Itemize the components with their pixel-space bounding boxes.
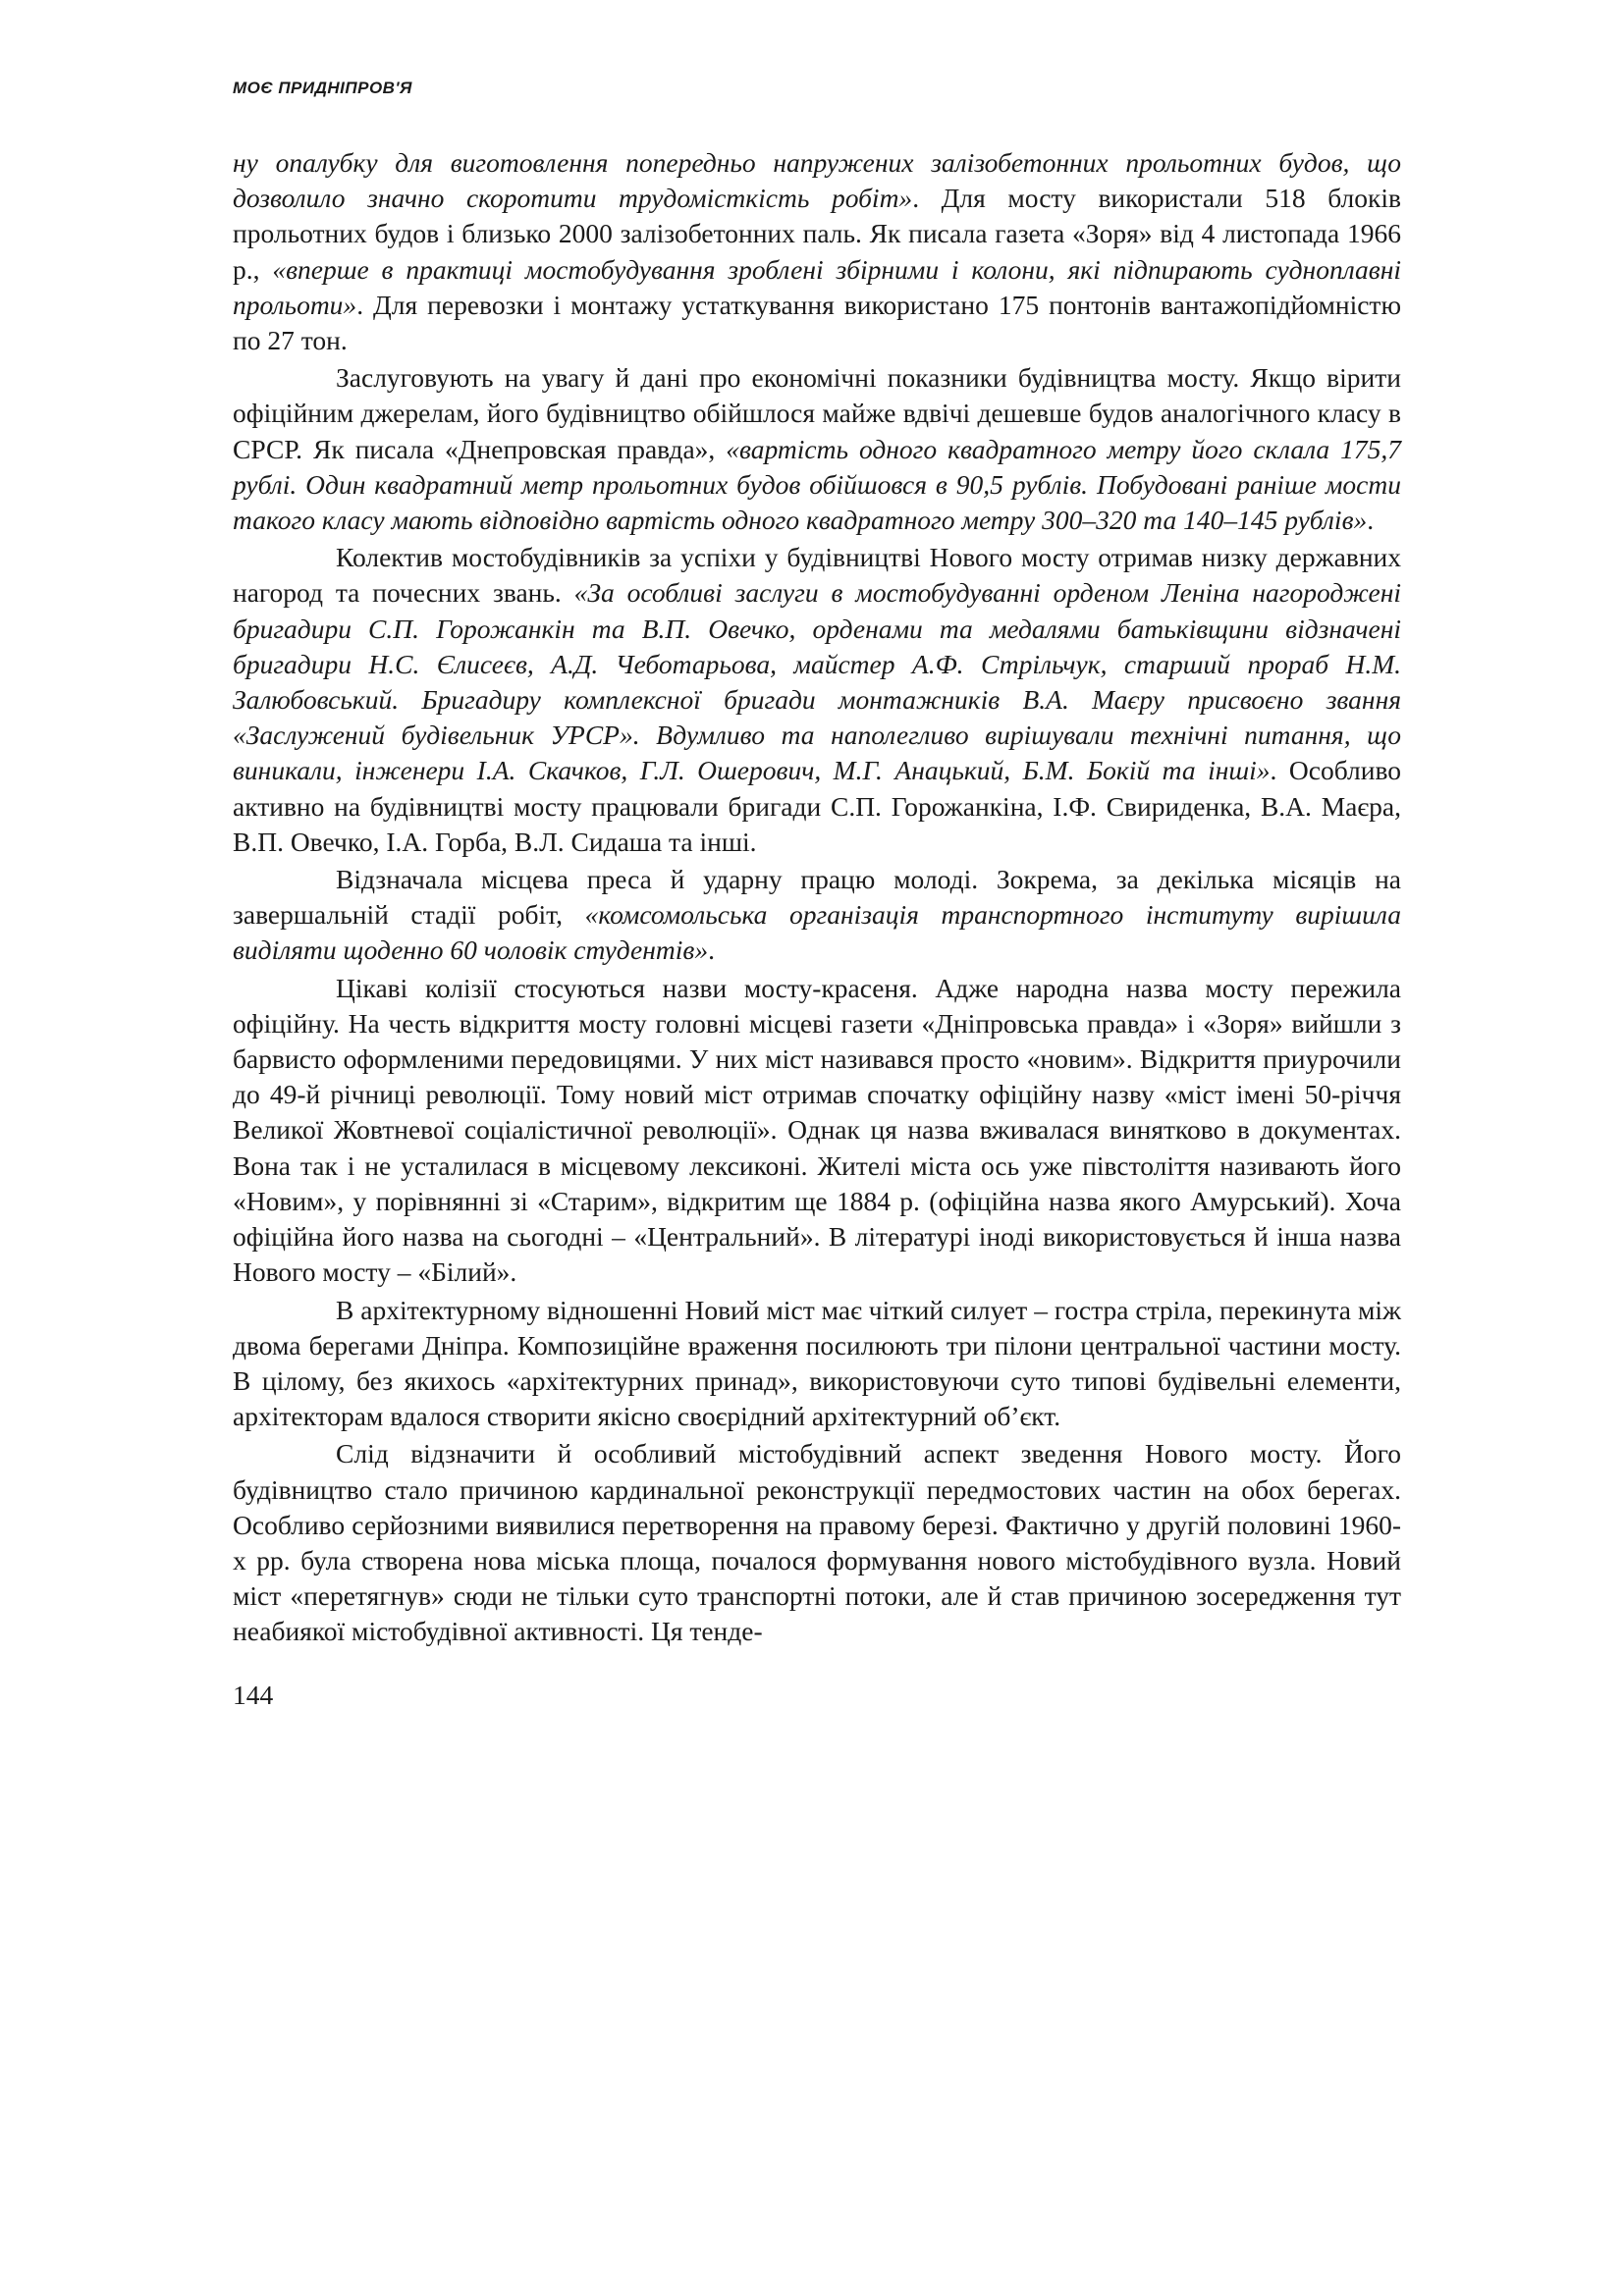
paragraph-text: . Особливо активно на будівництві мосту працювали бригади С.П. Горожанкіна, І.Ф. Свириденка, В.А. Маєра, В.П. Овечко, І.А. Горба, В.Л. Сидаша та інші. [233,755,1402,857]
paragraph [233,540,1401,860]
page-number: 144 [233,1680,274,1710]
quoted-text: ну опалубку для виготовлення попередньо напружених залізобетонних прольотних будов, що дозволило значно скоротити трудомісткість робіт» [233,147,1401,214]
running-header: МОЄ ПРИДНІПРОВ'Я [233,79,412,97]
quoted-text: «За особливі заслуги в мостобудуванні орденом Леніна нагороджені бригадири С.П. Горожанкін та В.П. Овечко, орденами та медалями батьківщини відзначені бригадири Н.С. Єлисеєв, А.Д. Чеботарьова, майстер А.Ф. Стрільчук, старший прораб Н.М. Залюбовський. Бригадиру комплексної бригади монтажників В.А. Маєру присвоєно звання «Заслужений будівельник УРСР». Вдумливо та наполегливо вирішували технічні питання, що виникали, інженери І.А. Скачков, Г.Л. Ошерович, М.Г. Анацький, Б.М. Бокій та інші» [233,577,1401,786]
paragraph-text: В архітектурному відношенні Новий міст має чіткий силует – гостра стріла, перекинута між двома берегами Дніпра. Композиційне враження посилюють три пілони центральної частини мосту. В цілому, без якихось «архітектурних принад», використовуючи суто типові будівельні елементи, архітекторам вдалося створити якісно своєрідний архітектурний об’єкт. [233,1294,1401,1432]
paragraph [233,862,1401,969]
quoted-text: «вартість одного квадратного метру його склала 175,7 рублі. Один квадратний метр прольотних будов обійшовся в 90,5 рублів. Побудовані раніше мости такого класу мають відповідно вартість одного квадратного метру 300–320 та 140–145 рублів» [233,433,1401,536]
paragraph [233,145,1401,358]
paragraph [233,1293,1401,1435]
paragraph [233,971,1401,1291]
paragraph-text: . Для мосту використали 518 блоків прольотних будов і близько 2000 залізобетонних паль. Як писала газета «Зоря» від 4 листопада 1966 р., [233,183,1401,285]
quoted-text: «комсомольська організація транспортного інституту вирішила виділяти щоденно 60 чоловік студентів» [233,899,1402,966]
paragraph [233,1436,1401,1649]
paragraph-text: Слід відзначити й особливий містобудівний аспект зведення Нового мосту. Його будівництво стало причиною кардинальної реконструкції передмостових частин на обох берегах. Особливо серйозними виявилися перетворення на правому березі. Фактично у другій половині 1960-х рр. була створена нова міська площа, почалося формування нового містобудівного вузла. Новий міст «перетягнув» сюди не тільки суто транспортні потоки, але й став причиною зосередження тут неабиякої містобудівної активності. Ця тенде- [233,1438,1401,1647]
paragraph-text: . Для перевозки і монтажу устаткування використано 175 понтонів вантажопідйомністю по 27 тон. [233,289,1401,356]
paragraph-text: . [708,934,715,966]
paragraph [233,360,1401,538]
quoted-text: «вперше в практиці мостобудування зроблені збірними і колони, які підпирають судноплавні прольоти» [233,253,1401,320]
paragraph-text: Заслуговують на увагу й дані про економічні показники будівництва мосту. Якщо вірити офіційним джерелам, його будівництво обійшлося майже вдвічі дешевше будов аналогічного класу в СРСР. Як писала «Днепровская правда», [233,362,1401,464]
body-text [233,145,1401,1650]
paragraph-text: . [1367,505,1375,536]
paragraph-text: Цікаві колізії стосуються назви мосту-красеня. Адже народна назва мосту пережила офіційну. На честь відкриття мосту головні місцеві газети «Дніпровська правда» і «Зоря» вийшли з барвисто оформленими передовицями. У них міст називався просто «новим». Відкриття приурочили до 49-й річниці революції. Тому новий міст отримав спочатку офіційну назву «міст імені 50-річчя Великої Жовтневої соціалістичної революції». Однак ця назва вживалася винятково в документах. Вона так і не усталилася в місцевому лексиконі. Жителі міста ось уже півстоліття називають його «Новим», у порівнянні зі «Старим», відкритим ще 1884 р. (офіційна назва якого Амурський). Хоча офіційна його назва на сьогодні – «Центральний». В літературі іноді використовується й інша назва Нового мосту – «Білий». [233,972,1401,1288]
paragraph-text: Відзначала місцева преса й ударну працю молоді. Зокрема, за декілька місяців на завершальній стадії робіт, [233,864,1401,931]
paragraph-text: Колектив мостобудівників за успіхи у будівництві Нового мосту отримав низку державних нагород та почесних звань. [233,542,1401,609]
